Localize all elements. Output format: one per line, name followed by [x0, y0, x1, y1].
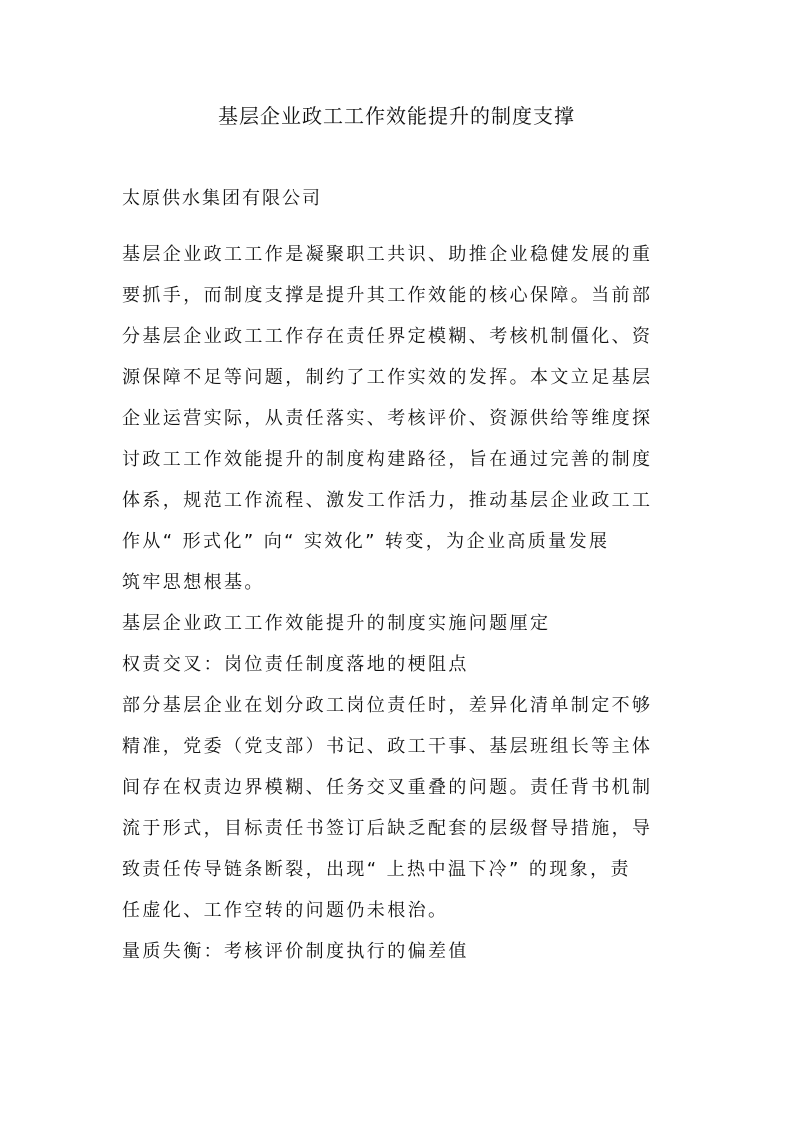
document-title: 基层企业政工工作效能提升的制度支撑 — [218, 104, 575, 128]
body-line: 间存在权责边界模糊、任务交叉重叠的问题。责任背书机制 — [122, 777, 653, 798]
body-line: 任虚化、工作空转的问题仍未根治。 — [122, 900, 449, 921]
body-line: 体系，规范工作流程、激发工作活力，推动基层企业政工工 — [122, 490, 653, 511]
body-line: 源保障不足等问题，制约了工作实效的发挥。本文立足基层 — [122, 367, 653, 388]
subsection-heading: 量质失衡：考核评价制度执行的偏差值 — [122, 941, 469, 962]
body-line: 企业运营实际，从责任落实、考核评价、资源供给等维度探 — [122, 408, 653, 429]
body-line: 精准，党委（党支部）书记、政工干事、基层班组长等主体 — [122, 736, 653, 757]
body-line: 要抓手，而制度支撑是提升其工作效能的核心保障。当前部 — [122, 285, 653, 306]
section-heading: 基层企业政工工作效能提升的制度实施问题厘定 — [122, 613, 551, 634]
body-line: 分基层企业政工工作存在责任界定模糊、考核机制僵化、资 — [122, 326, 653, 347]
body-line: 基层企业政工工作是凝聚职工共识、助推企业稳健发展的重 — [122, 244, 653, 265]
body-line: 致责任传导链条断裂，出现“ 上热中温下冷” 的现象，责 — [122, 859, 631, 880]
body-line: 讨政工工作效能提升的制度构建路径，旨在通过完善的制度 — [122, 449, 653, 470]
body-line: 部分基层企业在划分政工岗位责任时，差异化清单制定不够 — [122, 695, 653, 716]
subsection-heading: 权责交叉：岗位责任制度落地的梗阻点 — [122, 654, 469, 675]
body-line: 流于形式，目标责任书签订后缺乏配套的层级督导措施，导 — [122, 818, 653, 839]
body-line: 筑牢思想根基。 — [122, 572, 265, 593]
body-line: 作从“ 形式化” 向“ 实效化” 转变，为企业高质量发展 — [122, 531, 610, 552]
organization-name: 太原供水集团有限公司 — [122, 188, 322, 209]
